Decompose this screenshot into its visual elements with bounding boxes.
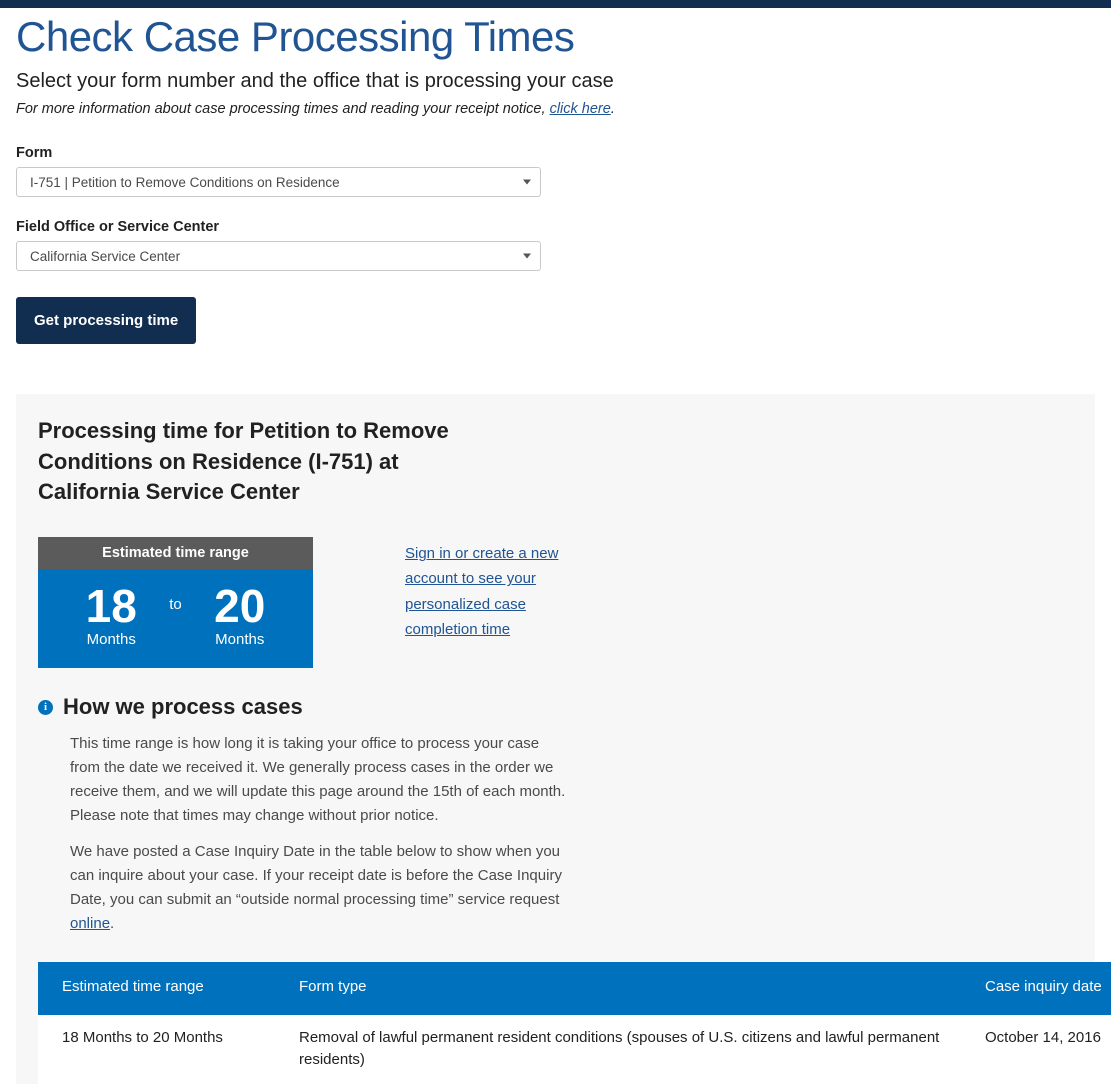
processing-times-table-wrap — [38, 962, 1111, 1084]
range-card-body — [38, 569, 313, 668]
how-paragraph-2 — [70, 840, 570, 936]
more-info-suffix: . — [610, 101, 615, 118]
table-body — [38, 1015, 1111, 1084]
results-panel — [16, 394, 1102, 1084]
office-select-label: Field Office or Service Center — [16, 219, 220, 236]
table-header-form-type: Form type — [283, 962, 973, 1015]
range-high-unit: Months — [215, 631, 265, 649]
how-we-process-header — [38, 694, 1073, 720]
results-title: Processing time for Petition to Remove Conditions on Residence (I-751) at California Service Center — [38, 418, 449, 504]
estimated-time-range-card — [38, 537, 313, 668]
processing-times-table — [38, 962, 1111, 1084]
table-header-case-inquiry-date: Case inquiry date — [973, 962, 1111, 1015]
page-subtitle: Select your form number and the office that is processing your case — [16, 70, 614, 93]
form-select-label: Form — [16, 145, 53, 162]
more-info-text — [16, 101, 1095, 117]
info-icon: i — [38, 700, 53, 715]
cell-form-type: Removal of lawful permanent resident conditions (spouses of U.S. citizens and lawful permanent residents) — [283, 1015, 973, 1084]
cell-case-inquiry-date: October 14, 2016 — [973, 1015, 1111, 1084]
range-high — [192, 580, 288, 649]
signin-link-block — [405, 541, 585, 668]
page-title: Check Case Processing Times — [16, 13, 575, 60]
how-we-process-title: How we process cases — [63, 694, 303, 720]
office-select-value: California Service Center — [30, 248, 181, 264]
table-header-row — [38, 962, 1111, 1015]
top-accent-bar — [0, 0, 1111, 8]
form-select-value: I-751 | Petition to Remove Conditions on Residence — [30, 174, 340, 190]
cell-estimated-time-range: 18 Months to 20 Months — [38, 1015, 283, 1084]
signin-create-account-link[interactable]: Sign in or create a new account to see your personalized case completion time — [405, 545, 559, 638]
range-low-value: 18 — [85, 580, 137, 633]
chevron-down-icon — [523, 254, 531, 259]
how-paragraph-2-suffix: . — [110, 915, 115, 933]
range-high-value: 20 — [214, 580, 266, 633]
how-we-process-section — [38, 694, 1073, 936]
get-processing-time-button[interactable]: Get processing time — [16, 297, 196, 344]
range-row — [38, 537, 1073, 668]
more-info-prefix: For more information about case processing times and reading your receipt notice, — [16, 101, 550, 118]
table-row — [38, 1015, 1111, 1084]
range-low — [63, 580, 159, 649]
how-we-process-body — [70, 732, 570, 936]
how-paragraph-1: This time range is how long it is taking your office to process your case from the date we received it. We generally process cases in the order we receive them, and we will update this page around the 15th of each month. Please note that times may change without prior notice. — [70, 735, 566, 825]
how-paragraph-2-prefix: We have posted a Case Inquiry Date in the table below to show when you can inquire about your case. If your receipt date is before the Case Inquiry Date, you can submit an “outside normal processing time” service request — [70, 843, 562, 909]
range-separator: to — [169, 596, 182, 614]
form-select[interactable] — [16, 167, 541, 197]
chevron-down-icon — [523, 180, 531, 185]
table-header-estimated-time-range: Estimated time range — [38, 962, 283, 1015]
more-info-link[interactable]: click here — [549, 101, 611, 118]
office-select[interactable] — [16, 241, 541, 271]
range-low-unit: Months — [86, 631, 136, 649]
online-service-request-link[interactable]: online — [70, 915, 111, 933]
range-card-heading: Estimated time range — [38, 537, 313, 569]
page-content — [0, 14, 1111, 344]
table-head — [38, 962, 1111, 1015]
